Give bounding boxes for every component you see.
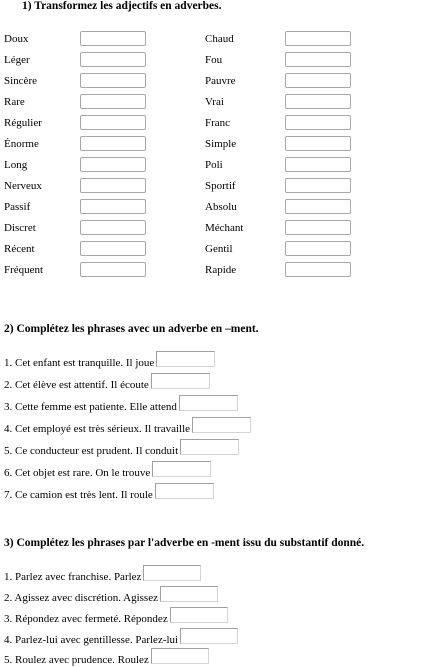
sentence-row (4, 651, 209, 667)
answer-input[interactable] (151, 373, 210, 389)
sentence-row (4, 631, 238, 647)
adjective-label: Régulier (4, 117, 42, 129)
sentence-text: 1. Parlez avec franchise. Parlez (4, 571, 142, 583)
sentence-row (4, 442, 239, 458)
sentence-text: 3. Répondez avec fermeté. Répondez (4, 613, 168, 625)
sentence-row (4, 610, 228, 626)
adverb-input[interactable] (285, 136, 351, 151)
adjective-label: Léger (4, 54, 30, 66)
adjective-label: Fréquent (4, 264, 44, 276)
sentence-row (4, 376, 210, 392)
adverb-input[interactable] (80, 262, 146, 277)
sentence-row (4, 354, 215, 370)
sentence-text: 4. Cet employé est très sérieux. Il travaille (4, 423, 191, 435)
answer-input[interactable] (180, 439, 239, 455)
section1-title: 1) Transformez les adjectifs en adverbes. (22, 0, 222, 12)
answer-input[interactable] (160, 586, 218, 602)
answer-input[interactable] (179, 395, 238, 411)
adjective-label: Passif (4, 201, 31, 213)
adverb-input[interactable] (80, 178, 146, 193)
answer-input[interactable] (192, 417, 251, 433)
sentence-row (4, 568, 201, 584)
adjective-label: Discret (4, 222, 36, 234)
adjective-label: Fou (205, 54, 223, 66)
adverb-input[interactable] (80, 73, 146, 88)
adjective-label: Long (4, 159, 28, 171)
answer-input[interactable] (156, 351, 215, 367)
answer-input[interactable] (180, 628, 238, 644)
sentence-row (4, 486, 214, 502)
adjective-label: Doux (4, 33, 29, 45)
adverb-input[interactable] (80, 31, 146, 46)
answer-input[interactable] (170, 607, 228, 623)
sentence-text: 3. Cette femme est patiente. Elle attend (4, 401, 177, 413)
adverb-input[interactable] (80, 241, 146, 256)
sentence-row (4, 420, 251, 436)
adverb-input[interactable] (80, 136, 146, 151)
adjective-label: Rapide (205, 264, 237, 276)
adjective-label: Gentil (205, 243, 233, 255)
adjective-label: Méchant (205, 222, 244, 234)
adverb-input[interactable] (285, 115, 351, 130)
adjective-label: Simple (205, 138, 237, 150)
sentence-text: 5. Roulez avec prudence. Roulez (4, 654, 149, 666)
section2-title: 2) Complétez les phrases avec un adverbe en –ment. (4, 323, 259, 335)
sentence-text: 7. Ce camion est très lent. Il roule (4, 489, 153, 501)
adjective-label: Poli (205, 159, 223, 171)
adverb-input[interactable] (285, 241, 351, 256)
adverb-input[interactable] (285, 178, 351, 193)
adjective-label: Sincère (4, 75, 37, 87)
adverb-input[interactable] (285, 157, 351, 172)
sentence-text: 6. Cet objet est rare. On le trouve (4, 467, 151, 479)
sentence-row (4, 589, 218, 605)
sentence-text: 1. Cet enfant est tranquille. Il joue (4, 357, 155, 369)
adverb-input[interactable] (80, 157, 146, 172)
sentence-text: 2. Agissez avec discrétion. Agissez (4, 592, 158, 604)
adverb-input[interactable] (80, 115, 146, 130)
adverb-input[interactable] (285, 199, 351, 214)
adjective-label: Récent (4, 243, 35, 255)
adjective-label: Chaud (205, 33, 234, 45)
adverb-input[interactable] (285, 73, 351, 88)
sentence-row (4, 398, 238, 414)
adverb-input[interactable] (80, 52, 146, 67)
sentence-row (4, 464, 211, 480)
adverb-input[interactable] (80, 220, 146, 235)
adjective-label: Absolu (205, 201, 237, 213)
sentence-text: 4. Parlez-lui avec gentillesse. Parlez-lui (4, 634, 179, 646)
adverb-input[interactable] (285, 262, 351, 277)
adjective-label: Vrai (205, 96, 224, 108)
adverb-input[interactable] (285, 52, 351, 67)
adverb-input[interactable] (80, 94, 146, 109)
answer-input[interactable] (151, 648, 209, 664)
sentence-text: 5. Ce conducteur est prudent. Il conduit (4, 445, 179, 457)
sentence-text: 2. Cet élève est attentif. Il écoute (4, 379, 149, 391)
adjective-label: Énorme (4, 138, 39, 150)
adjective-label: Pauvre (205, 75, 236, 87)
adverb-input[interactable] (285, 31, 351, 46)
answer-input[interactable] (152, 461, 211, 477)
adjective-label: Rare (4, 96, 25, 108)
section3-title: 3) Complétez les phrases par l'adverbe en -ment issu du substantif donné. (4, 537, 365, 549)
adverb-input[interactable] (285, 94, 351, 109)
answer-input[interactable] (143, 565, 201, 581)
adjective-label: Sportif (205, 180, 236, 192)
answer-input[interactable] (155, 483, 214, 499)
adverb-input[interactable] (285, 220, 351, 235)
adverb-input[interactable] (80, 199, 146, 214)
adjective-label: Nerveux (4, 180, 42, 192)
adjective-label: Franc (205, 117, 231, 129)
